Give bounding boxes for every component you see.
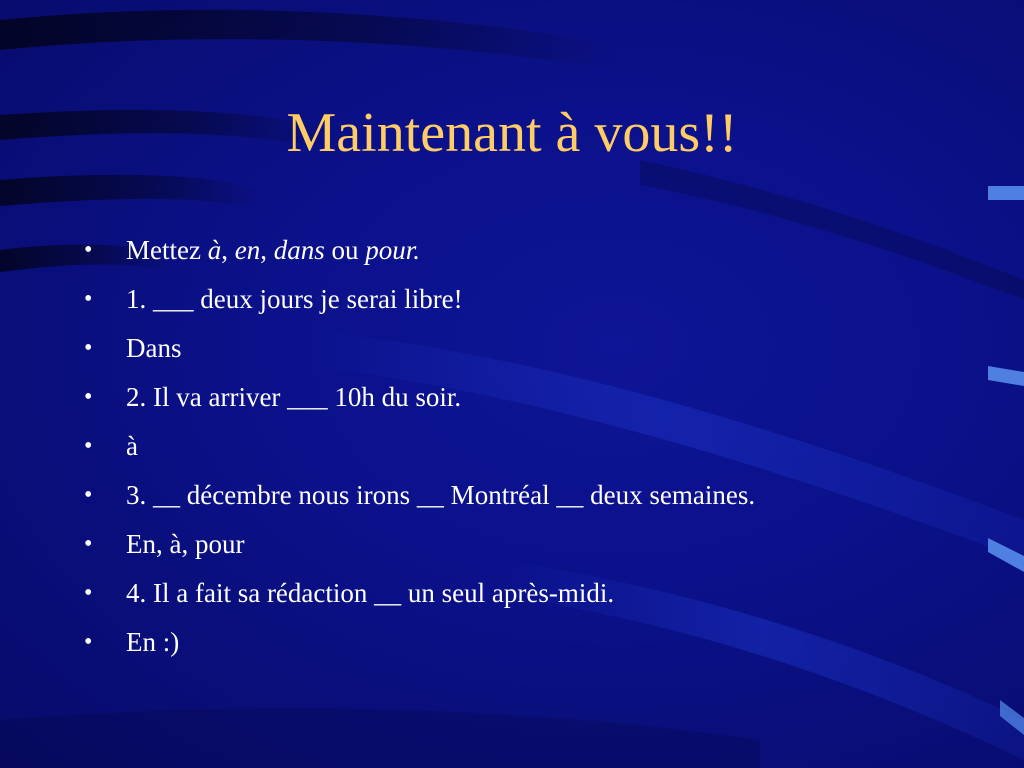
- bullet-item: [84, 275, 984, 324]
- bullet-icon: •: [84, 286, 93, 312]
- bullet-icon: •: [84, 531, 93, 557]
- instruction-separator: ,: [221, 235, 235, 265]
- edge-accent-1: [988, 186, 1024, 200]
- bullet-item: [84, 520, 984, 569]
- bullet-icon: •: [84, 433, 93, 459]
- bullet-text: 4. Il a fait sa rédaction __ un seul après-midi.: [126, 578, 615, 608]
- instruction-word-pour: pour.: [365, 235, 420, 265]
- instruction-word-dans: dans: [273, 235, 325, 265]
- instruction-word-en: en: [234, 235, 261, 265]
- bullet-text: Dans: [126, 333, 182, 363]
- bullet-icon: •: [84, 384, 93, 410]
- bullet-text: 3. __ décembre nous irons __ Montréal __ deux semaines.: [126, 480, 756, 510]
- bullet-text: à: [126, 431, 138, 461]
- bullet-icon: •: [84, 580, 93, 606]
- bullet-icon: •: [84, 237, 93, 263]
- slide-title: Maintenant à vous!!: [286, 102, 738, 164]
- instruction-conjunction: ou: [324, 235, 366, 265]
- instruction-separator: ,: [260, 235, 274, 265]
- bullet-text: En :): [126, 627, 180, 657]
- bullet-item: [84, 618, 984, 667]
- bullet-list: [84, 226, 984, 667]
- instruction-prefix: Mettez: [126, 235, 208, 265]
- swoosh-dark-6: [0, 708, 760, 768]
- bullet-item: [84, 422, 984, 471]
- bullet-item: [84, 569, 984, 618]
- bullet-item: [84, 324, 984, 373]
- bullet-text: En, à, pour: [126, 529, 245, 559]
- bullet-icon: •: [84, 482, 93, 508]
- bullet-item-instructions: [84, 226, 984, 275]
- edge-accent-2: [988, 366, 1024, 386]
- bullet-text: 2. Il va arriver ___ 10h du soir.: [126, 382, 462, 412]
- bullet-text: 1. ___ deux jours je serai libre!: [126, 284, 463, 314]
- bullet-item: [84, 471, 984, 520]
- swoosh-dark-1: [0, 10, 620, 70]
- instruction-word-a: à: [207, 235, 222, 265]
- bullet-item: [84, 373, 984, 422]
- swoosh-dark-3: [0, 175, 260, 210]
- bullet-icon: •: [84, 629, 93, 655]
- bullet-icon: •: [84, 335, 93, 361]
